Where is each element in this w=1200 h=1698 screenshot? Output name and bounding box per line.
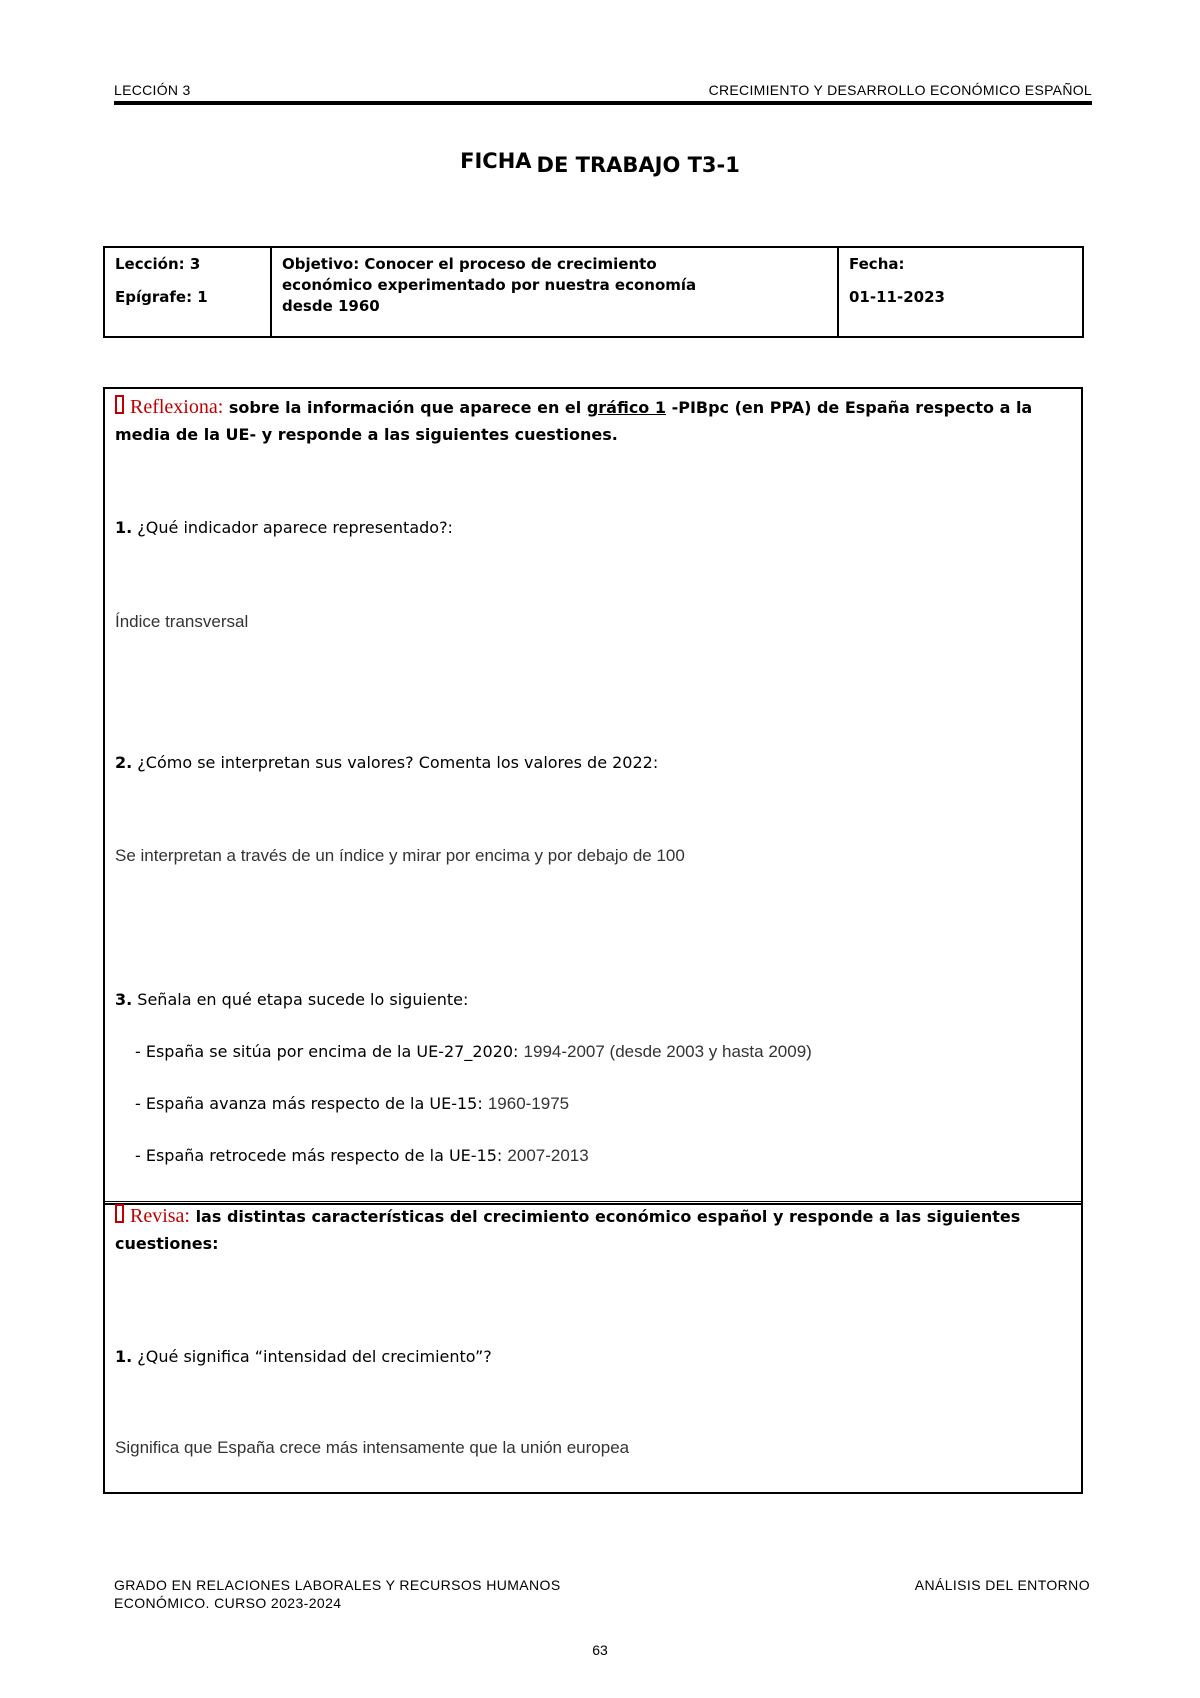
answer-1: Significa que España crece más intensamente que la unión europea [115, 1438, 630, 1457]
keyword-reflexiona: Reflexiona: [130, 396, 224, 418]
date-cell [838, 247, 1083, 337]
question-1: 1. ¿Qué indicador aparece representado?: [115, 518, 453, 537]
epigraph-label: Epígrafe: 1 [115, 288, 208, 306]
lesson-cell [104, 247, 271, 337]
checkbox-icon [115, 1204, 124, 1223]
bullet-item: - España retrocede más respecto de la UE-15: 2007-2013 [135, 1146, 589, 1165]
title-part-trabajo: DE TRABAJO T3-1 [536, 153, 740, 177]
lesson-label: Lección: 3 [115, 255, 201, 273]
objective-cell [271, 247, 838, 337]
keyword-revisa: Revisa: [130, 1205, 190, 1227]
footer-degree: GRADO EN RELACIONES LABORALES Y RECURSOS HUMANOS [114, 1577, 561, 1593]
intro-text: sobre la información que aparece en el [223, 398, 587, 417]
section-revisa-intro [115, 1203, 1065, 1257]
question-1: 1. ¿Qué significa “intensidad del crecimiento”? [115, 1347, 492, 1366]
intro-text: las distintas características del crecimiento económico español y responde a las siguientes cuestiones: [115, 1207, 1021, 1253]
bullet-item: - España avanza más respecto de la UE-15: 1960-1975 [135, 1094, 570, 1113]
answer-1: Índice transversal [115, 612, 249, 631]
page-header [114, 82, 1092, 105]
section-revisa [103, 1201, 1083, 1494]
header-topic: CRECIMIENTO Y DESARROLLO ECONÓMICO ESPAÑOL [708, 82, 1092, 98]
info-table [103, 246, 1084, 338]
date-value: 01-11-2023 [849, 288, 945, 306]
header-lesson: LECCIÓN 3 [114, 82, 191, 98]
graph-reference: gráfico 1 [586, 398, 666, 417]
title-part-ficha: FICHA [460, 149, 532, 173]
answer-2: Se interpretan a través de un índice y mirar por encima y por debajo de 100 [115, 846, 685, 865]
page-title [0, 149, 1200, 177]
objective-text: Objetivo: Conocer el proceso de crecimiento económico experimentado por nuestra economía desde 1960 [282, 255, 697, 315]
date-label: Fecha: [849, 255, 905, 273]
question-3: 3. Señala en qué etapa sucede lo siguiente: [115, 990, 469, 1009]
footer-subject: ANÁLISIS DEL ENTORNO [914, 1577, 1090, 1593]
intro-text-2: -PIBpc (en PPA) de España respecto a la media de la UE- y responde a las siguientes cuestiones. [115, 398, 1033, 444]
section-reflexiona [103, 387, 1083, 1205]
question-2: 2. ¿Cómo se interpretan sus valores? Comenta los valores de 2022: [115, 753, 659, 772]
footer-course: ECONÓMICO. CURSO 2023-2024 [114, 1595, 342, 1611]
checkbox-icon [115, 395, 124, 414]
page-footer [114, 1576, 1090, 1612]
bullet-item: - España se sitúa por encima de la UE-27_2020: 1994-2007 (desde 2003 y hasta 2009) [135, 1042, 812, 1061]
page-number: 63 [592, 1642, 608, 1658]
section-reflexiona-intro [115, 394, 1065, 448]
